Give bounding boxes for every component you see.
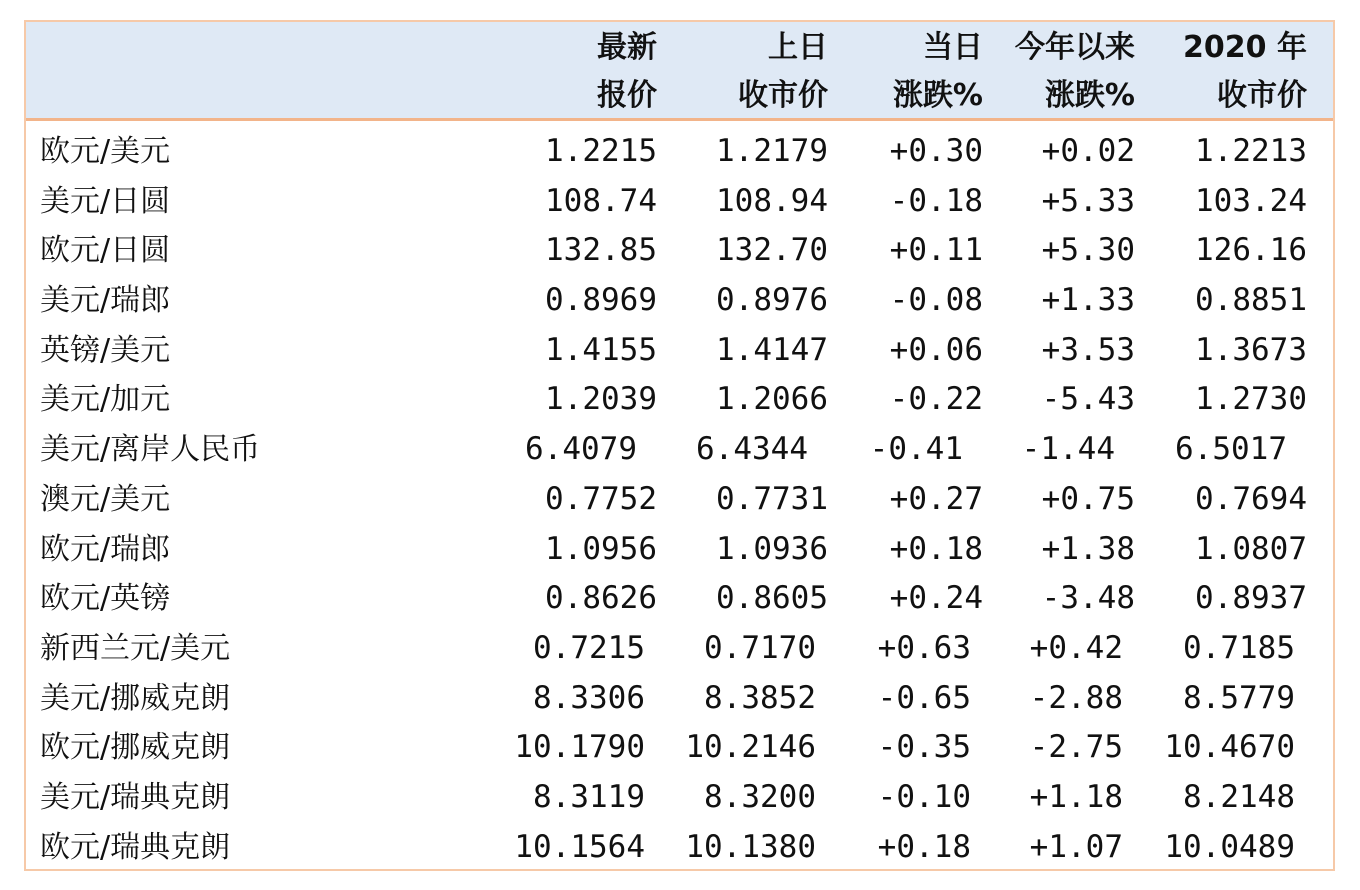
cell-ytd-change: +1.33 xyxy=(1041,282,1135,319)
header-ytd-change: 今年以来 涨跌% xyxy=(1015,30,1135,113)
cell-prev-close: 0.7170 xyxy=(704,629,816,666)
cell-close-2020: 0.7185 xyxy=(1183,629,1295,666)
cell-daily-change: +0.27 xyxy=(889,480,983,517)
cell-close-2020: 1.2213 xyxy=(1195,133,1307,169)
cell-daily-change: +0.11 xyxy=(889,232,983,269)
cell-daily-change: -0.18 xyxy=(889,182,983,219)
cell-ytd-change: -1.44 xyxy=(1021,431,1115,468)
cell-prev-close: 132.70 xyxy=(716,232,828,269)
cell-daily-change: -0.10 xyxy=(877,778,971,815)
cell-ytd-change: -2.88 xyxy=(1029,679,1123,716)
cell-prev-close: 0.8976 xyxy=(716,282,828,319)
cell-currency-pair: 美元/加元 xyxy=(40,382,171,418)
cell-ytd-change: +3.53 xyxy=(1041,331,1135,368)
cell-close-2020: 103.24 xyxy=(1195,182,1307,219)
cell-prev-close: 6.4344 xyxy=(696,431,808,468)
cell-latest: 1.4155 xyxy=(545,331,657,368)
table-header xyxy=(26,22,1333,121)
cell-latest: 10.1564 xyxy=(514,828,645,865)
cell-ytd-change: +1.18 xyxy=(1029,778,1123,815)
cell-close-2020: 1.0807 xyxy=(1195,530,1307,567)
cell-prev-close: 1.2066 xyxy=(716,381,828,418)
cell-ytd-change: +0.42 xyxy=(1029,629,1123,666)
header-close-2020: 2020 年 收市价 xyxy=(1183,30,1307,113)
cell-prev-close: 8.3852 xyxy=(704,679,816,716)
table-row xyxy=(26,127,1333,177)
cell-daily-change: +0.18 xyxy=(889,530,983,567)
cell-latest: 1.2215 xyxy=(545,133,657,169)
cell-daily-change: -0.08 xyxy=(889,282,983,319)
cell-currency-pair: 美元/离岸人民币 xyxy=(40,432,261,468)
cell-close-2020: 8.2148 xyxy=(1183,778,1295,815)
cell-ytd-change: +5.30 xyxy=(1041,232,1135,269)
cell-daily-change: -0.22 xyxy=(889,381,983,418)
cell-latest: 108.74 xyxy=(545,182,657,219)
cell-currency-pair: 欧元/英镑 xyxy=(40,581,171,617)
cell-daily-change: +0.06 xyxy=(889,331,983,368)
cell-currency-pair: 美元/瑞典克朗 xyxy=(40,779,231,815)
table-row xyxy=(26,574,1333,624)
cell-close-2020: 1.2730 xyxy=(1195,381,1307,418)
cell-close-2020: 0.8851 xyxy=(1195,282,1307,319)
header-prev-close: 上日 收市价 xyxy=(738,30,828,113)
table-row xyxy=(26,177,1333,227)
cell-currency-pair: 英镑/美元 xyxy=(40,332,171,368)
cell-ytd-change: +1.07 xyxy=(1029,828,1123,865)
cell-currency-pair: 新西兰元/美元 xyxy=(40,630,231,666)
table-row xyxy=(26,773,1333,823)
cell-latest: 0.8969 xyxy=(545,282,657,319)
cell-close-2020: 126.16 xyxy=(1195,232,1307,269)
cell-latest: 0.7752 xyxy=(545,480,657,517)
cell-close-2020: 6.5017 xyxy=(1175,431,1287,468)
cell-prev-close: 0.7731 xyxy=(716,480,828,517)
cell-currency-pair: 美元/瑞郎 xyxy=(40,283,171,319)
table-row xyxy=(26,624,1333,674)
cell-latest: 1.2039 xyxy=(545,381,657,418)
table-row xyxy=(26,525,1333,575)
cell-close-2020: 0.7694 xyxy=(1195,480,1307,517)
table-row xyxy=(26,475,1333,525)
cell-ytd-change: -3.48 xyxy=(1041,580,1135,617)
cell-close-2020: 8.5779 xyxy=(1183,679,1295,716)
table-body xyxy=(26,127,1333,872)
cell-ytd-change: -2.75 xyxy=(1029,729,1123,766)
cell-currency-pair: 欧元/瑞典克朗 xyxy=(40,829,231,865)
table-row xyxy=(26,226,1333,276)
header-latest-quote: 最新 报价 xyxy=(597,30,657,113)
cell-currency-pair: 美元/挪威克朗 xyxy=(40,680,231,716)
table-row xyxy=(26,425,1333,475)
cell-latest: 8.3119 xyxy=(533,778,645,815)
cell-close-2020: 10.4670 xyxy=(1164,729,1295,766)
cell-latest: 132.85 xyxy=(545,232,657,269)
table-row xyxy=(26,723,1333,773)
cell-daily-change: +0.24 xyxy=(889,580,983,617)
cell-currency-pair: 欧元/瑞郎 xyxy=(40,531,171,567)
cell-currency-pair: 欧元/美元 xyxy=(40,134,171,169)
cell-latest: 0.7215 xyxy=(533,629,645,666)
cell-ytd-change: +0.02 xyxy=(1041,133,1135,169)
cell-ytd-change: +1.38 xyxy=(1041,530,1135,567)
cell-prev-close: 108.94 xyxy=(716,182,828,219)
cell-latest: 1.0956 xyxy=(545,530,657,567)
cell-ytd-change: -5.43 xyxy=(1041,381,1135,418)
cell-latest: 10.1790 xyxy=(514,729,645,766)
cell-latest: 6.4079 xyxy=(525,431,637,468)
table-row xyxy=(26,276,1333,326)
table-row xyxy=(26,823,1333,873)
cell-ytd-change: +5.33 xyxy=(1041,182,1135,219)
cell-daily-change: -0.41 xyxy=(869,431,963,468)
header-daily-change: 当日 涨跌% xyxy=(892,30,983,113)
fx-rates-table xyxy=(24,20,1335,871)
cell-daily-change: +0.18 xyxy=(877,828,971,865)
cell-close-2020: 10.0489 xyxy=(1164,828,1295,865)
table-row xyxy=(26,326,1333,376)
table-row xyxy=(26,375,1333,425)
cell-currency-pair: 澳元/美元 xyxy=(40,481,171,517)
cell-prev-close: 1.2179 xyxy=(716,133,828,169)
cell-daily-change: -0.35 xyxy=(877,729,971,766)
cell-close-2020: 0.8937 xyxy=(1195,580,1307,617)
cell-ytd-change: +0.75 xyxy=(1041,480,1135,517)
cell-currency-pair: 欧元/日圆 xyxy=(40,233,171,269)
cell-prev-close: 10.2146 xyxy=(685,729,816,766)
cell-latest: 0.8626 xyxy=(545,580,657,617)
cell-prev-close: 1.0936 xyxy=(716,530,828,567)
cell-daily-change: +0.63 xyxy=(877,629,971,666)
cell-daily-change: -0.65 xyxy=(877,679,971,716)
cell-prev-close: 10.1380 xyxy=(685,828,816,865)
cell-prev-close: 8.3200 xyxy=(704,778,816,815)
cell-currency-pair: 美元/日圆 xyxy=(40,183,171,219)
cell-prev-close: 0.8605 xyxy=(716,580,828,617)
cell-close-2020: 1.3673 xyxy=(1195,331,1307,368)
cell-prev-close: 1.4147 xyxy=(716,331,828,368)
cell-latest: 8.3306 xyxy=(533,679,645,716)
table-row xyxy=(26,674,1333,724)
cell-daily-change: +0.30 xyxy=(889,133,983,169)
cell-currency-pair: 欧元/挪威克朗 xyxy=(40,730,231,766)
